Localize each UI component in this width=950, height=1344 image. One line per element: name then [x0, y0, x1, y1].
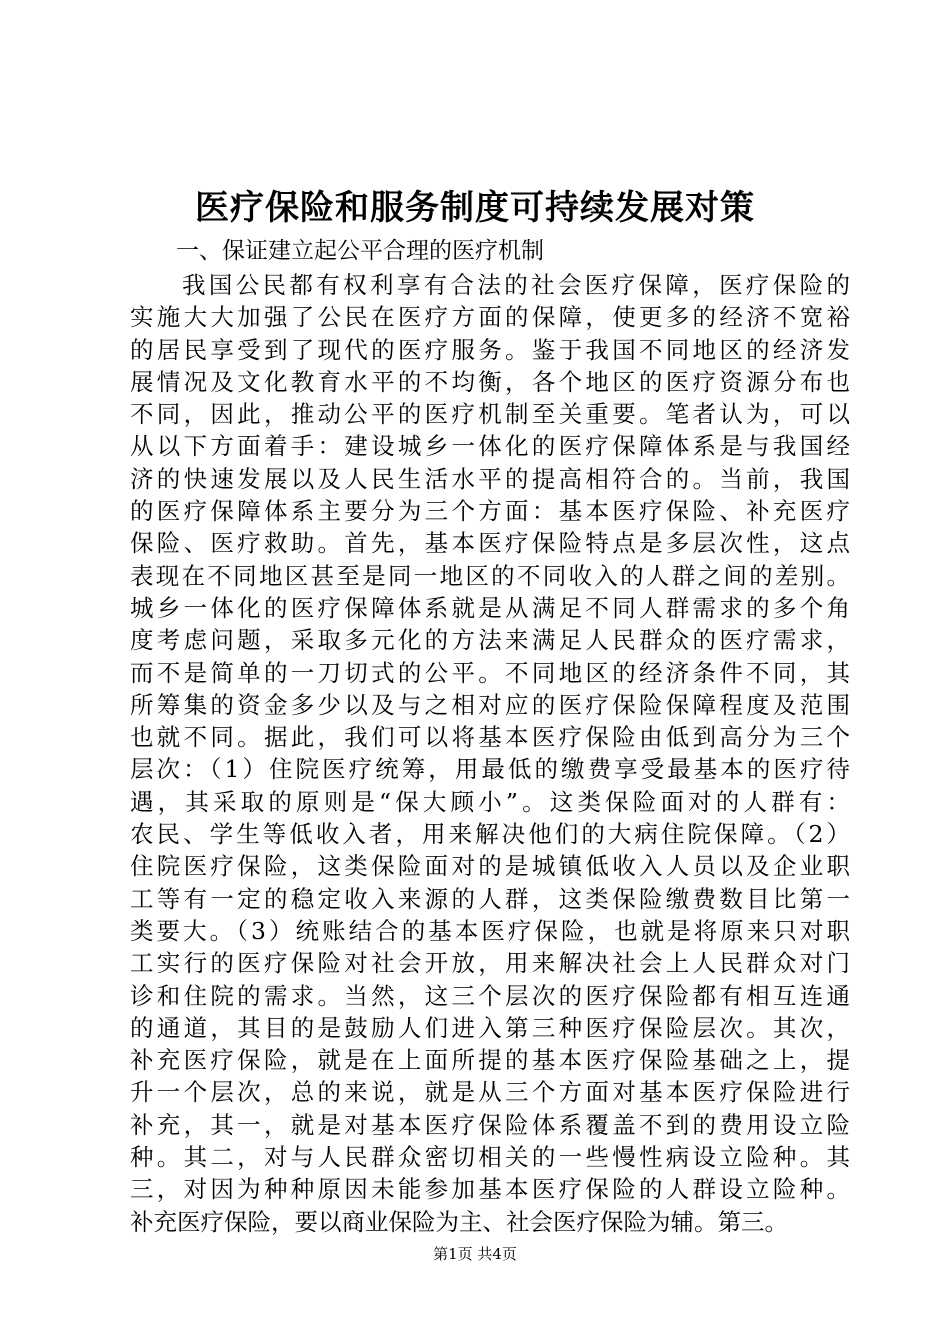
paragraph-line: 遇，其采取的原则是“保大顾小”。这类保险面对的人群有： — [130, 787, 850, 816]
body-paragraph — [130, 269, 850, 1238]
paragraph-line: 层次：（1）住院医疗统筹，用最低的缴费享受最基本的医疗待 — [130, 755, 850, 784]
paragraph-line: 诊和住院的需求。当然，这三个层次的医疗保险都有相互连通 — [130, 981, 850, 1010]
paragraph-line: 补充，其一，就是对基本医疗保险体系覆盖不到的费用设立险 — [130, 1110, 850, 1139]
section-heading: 一、保证建立起公平合理的医疗机制 — [176, 238, 544, 264]
paragraph-line: 的医疗保障体系主要分为三个方面：基本医疗保险、补充医疗 — [130, 497, 850, 526]
paragraph-line: 补充医疗保险，要以商业保险为主、社会医疗保险为辅。第三。 — [130, 1207, 788, 1236]
paragraph-line: 从以下方面着手：建设城乡一体化的医疗保障体系是与我国经 — [130, 432, 850, 461]
paragraph-line: 城乡一体化的医疗保障体系就是从满足不同人群需求的多个角 — [130, 593, 850, 622]
paragraph-line: 住院医疗保险，这类保险面对的是城镇低收入人员以及企业职 — [130, 852, 850, 881]
document-title: 医疗保险和服务制度可持续发展对策 — [195, 188, 755, 228]
paragraph-line: 的居民享受到了现代的医疗服务。鉴于我国不同地区的经济发 — [130, 335, 850, 364]
paragraph-line: 所筹集的资金多少以及与之相对应的医疗保险保障程度及范围 — [130, 690, 850, 719]
paragraph-line: 三，对因为种种原因未能参加基本医疗保险的人群设立险种。 — [130, 1175, 850, 1204]
paragraph-line: 也就不同。据此，我们可以将基本医疗保险由低到高分为三个 — [130, 723, 850, 752]
paragraph-line: 补充医疗保险，就是在上面所提的基本医疗保险基础之上，提 — [130, 1046, 850, 1075]
paragraph-line: 的通道，其目的是鼓励人们进入第三种医疗保险层次。其次， — [130, 1013, 850, 1042]
paragraph-line: 工实行的医疗保险对社会开放，用来解决社会上人民群众对门 — [130, 949, 850, 978]
paragraph-line: 我国公民都有权利享有合法的社会医疗保障，医疗保险的 — [182, 271, 850, 299]
paragraph-line: 度考虑问题，采取多元化的方法来满足人民群众的医疗需求， — [130, 626, 850, 655]
paragraph-line: 展情况及文化教育水平的不均衡，各个地区的医疗资源分布也 — [130, 367, 850, 396]
page-footer: 第1页 共4页 — [433, 1245, 517, 1263]
paragraph-line: 农民、学生等低收入者，用来解决他们的大病住院保障。（2） — [130, 820, 850, 849]
paragraph-line: 种。其二，对与人民群众密切相关的一些慢性病设立险种。其 — [130, 1143, 850, 1172]
paragraph-line: 表现在不同地区甚至是同一地区的不同收入的人群之间的差别。 — [130, 561, 850, 590]
paragraph-line: 而不是简单的一刀切式的公平。不同地区的经济条件不同，其 — [130, 658, 850, 687]
paragraph-line: 保险、医疗救助。首先，基本医疗保险特点是多层次性，这点 — [130, 529, 850, 558]
paragraph-line: 工等有一定的稳定收入来源的人群，这类保险缴费数目比第一 — [130, 884, 850, 913]
paragraph-line: 类要大。（3）统账结合的基本医疗保险，也就是将原来只对职 — [130, 916, 850, 945]
paragraph-line: 升一个层次，总的来说，就是从三个方面对基本医疗保险进行 — [130, 1078, 850, 1107]
paragraph-line: 不同，因此，推动公平的医疗机制至关重要。笔者认为，可以 — [130, 400, 850, 429]
paragraph-line: 济的快速发展以及人民生活水平的提高相符合的。当前，我国 — [130, 464, 850, 493]
paragraph-line: 实施大大加强了公民在医疗方面的保障，使更多的经济不宽裕 — [130, 303, 850, 332]
